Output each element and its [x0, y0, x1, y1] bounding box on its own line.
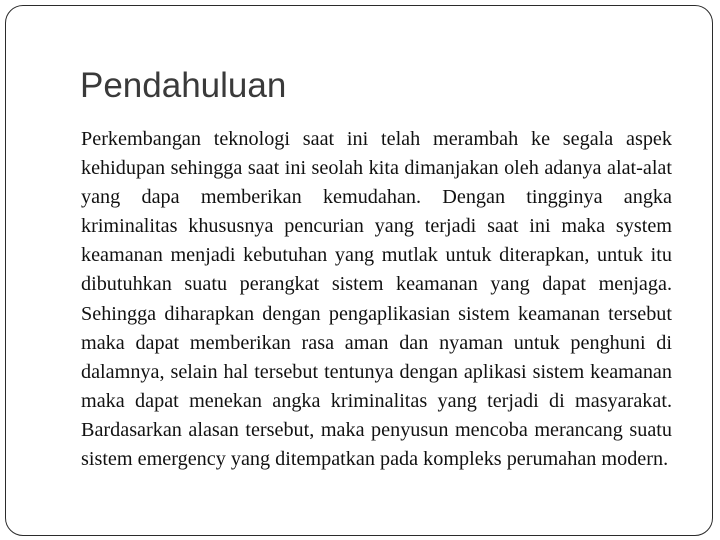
slide-title: Pendahuluan	[80, 66, 287, 105]
slide-frame	[5, 5, 713, 536]
slide-body-text: Perkembangan teknologi saat ini telah merambah ke segala aspek kehidupan sehingga saat ini seolah kita dimanjakan oleh adanya alat-alat yang dapa memberikan kemudahan. Dengan tingginya angka kriminalitas khususnya pencurian yang terjadi saat ini maka system keamanan menjadi kebutuhan yang mutlak untuk diterapkan, untuk itu dibutuhkan suatu perangkat sistem keamanan yang dapat menjaga. Sehingga diharapkan dengan pengaplikasian sistem keamanan tersebut maka dapat memberikan rasa aman dan nyaman untuk penghuni di dalamnya, selain hal tersebut tentunya dengan aplikasi sistem keamanan maka dapat menekan angka kriminalitas yang terjadi di masyarakat. Bardasarkan alasan tersebut, maka penyusun mencoba merancang suatu sistem emergency yang ditempatkan pada kompleks perumahan modern.	[81, 128, 672, 471]
